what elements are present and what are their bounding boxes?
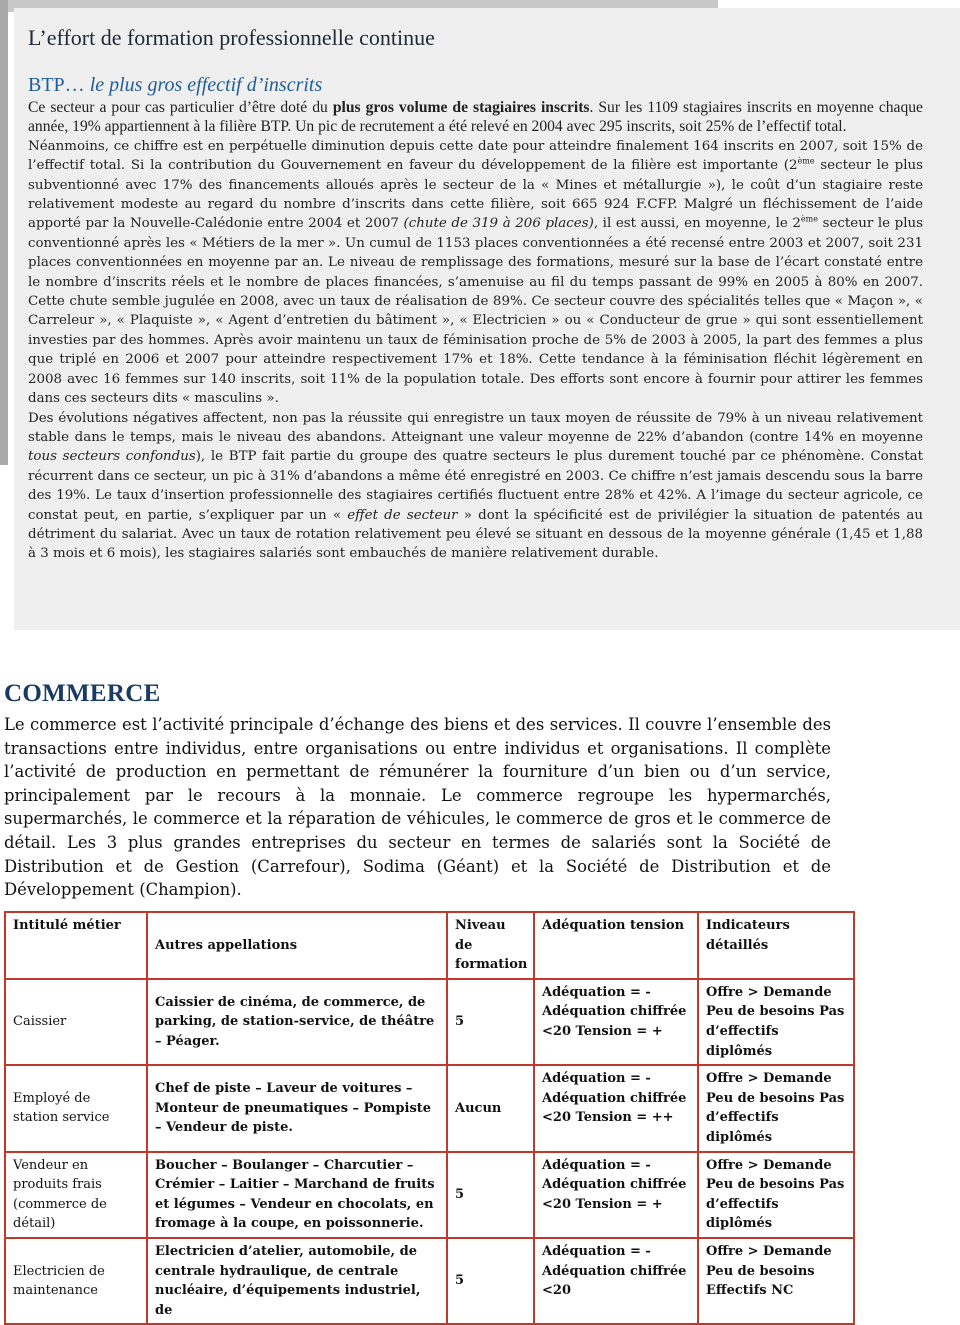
cell-niveau: 5 [447,1152,534,1238]
table-header-row [5,912,854,979]
cell-adequation: Adéquation = - Adéquation chiffrée <20 Tension = ++ [534,1065,698,1151]
p2-a: Des évolutions négatives affectent, non pas la réussite qui enregistre un taux moyen de réussite de 79% à un niveau relativement stable dans le temps, mais le niveau des abandons. Atteignant une valeur moyenne de 22% d’abandon (contre 14% en moyenne [28,410,923,445]
btp-paragraph-1 [28,98,923,137]
box-title: L’effort de formation professionnelle continue [28,25,435,50]
p1-b: plus gros volume de stagiaires inscrits [332,99,590,116]
p1-e: secteur le plus subventionné avec 17% des financements alloués après le secteur de la « Mines et métallurgie »), le coût d’un stagiaire reste relativement modeste au regard du nombre d’inscrits dans cette filière, soit 665 924 F.CFP. Malgré un fléchissement de l’aide apporté par la Nouvelle-Calédonie entre 2004 et 2007 [28,158,923,232]
p1-g: , il est aussi, en moyenne, le 2 [593,216,801,232]
p2-d: effet de secteur [347,507,458,523]
cell-adequation: Adéquation = - Adéquation chiffrée <20 [534,1238,698,1324]
p1-f: (chute de 319 à 206 places) [403,216,594,232]
cell-niveau: 5 [447,979,534,1065]
cell-indicateurs: Offre > Demande Peu de besoins Pas d’effectifs diplômés [698,979,854,1065]
btp-subtitle-rest: le plus gros effectif d’inscrits [84,74,323,96]
btp-box-content [28,18,923,564]
table-row [5,1065,854,1151]
cell-appellations: Boucher – Boulanger – Charcutier – Crémier – Laitier – Marchand de fruits et légumes – Vendeur en chocolats, en fromage à la coupe, en poissonnerie. [147,1152,447,1238]
cell-niveau: 5 [447,1238,534,1324]
table-row [5,1238,854,1324]
btp-subtitle-lead: BTP… [28,74,85,96]
btp-box [14,8,960,630]
commerce-paragraph: Le commerce est l’activité principale d’échange des biens et des services. Il couvre l’ensemble des transactions entre individus, entre organisations ou entre individus et organisations. Il complète l’activité de production en permettant de rémunérer la fourniture d’un bien ou d’un service, principalement par le recours à la monnaie. Le commerce regroupe les hypermarchés, supermarchés, le commerce et la réparation de véhicules, le commerce de gros et le commerce de détail. Les 3 plus grandes entreprises du secteur en termes de salariés sont la Société de Distribution et de Gestion (Carrefour), Sodima (Géant) et la Société de Distribution et de Développement (Champion). [4,715,831,900]
p1-sup2: ème [800,214,818,224]
header-appellations: Autres appellations [147,912,447,979]
cell-adequation: Adéquation = - Adéquation chiffrée <20 Tension = + [534,1152,698,1238]
cell-metier: Employé de station service [5,1065,147,1151]
btp-paragraph-2 [28,409,923,564]
header-indicateurs: Indicateurs détaillés [698,912,854,979]
p1-a: Ce secteur a pour cas particulier d’être doté du [28,99,333,116]
cell-indicateurs: Offre > Demande Peu de besoins Pas d’effectifs diplômés [698,1152,854,1238]
table-row [5,1152,854,1238]
cell-metier: Electricien de maintenance [5,1238,147,1324]
cell-appellations: Electricien d’atelier, automobile, de centrale hydraulique, de centrale nucléaire, d’équipements industriel, de [147,1238,447,1324]
jobs-table [4,911,855,1325]
table-row [5,979,854,1065]
cell-metier: Caissier [5,979,147,1065]
cell-niveau: Aucun [447,1065,534,1151]
cell-indicateurs: Offre > Demande Peu de besoins Effectifs NC [698,1238,854,1324]
cell-indicateurs: Offre > Demande Peu de besoins Pas d’effectifs diplômés [698,1065,854,1151]
btp-paragraph-1-cont [28,137,923,409]
header-metier: Intitulé métier [5,912,147,979]
p2-b: tous secteurs confondus [28,449,196,465]
p1-h: secteur le plus conventionné après les « Métiers de la mer ». Un cumul de 1153 places conventionnées a été recensé entre 2003 et 2007, soit 231 places conventionnées en moyenne par an. Le niveau de remplissage des formations, mesuré sur la base de l’écart constaté entre le nombre d’inscrits réels et le nombre de places financées, s’amenuise au fil du temps passant de 99% en 2005 à 80% en 2007. Cette chute semble jugulée en 2008, avec un taux de réalisation de 89%. Ce secteur couvre des spécialités telles que « Maçon », « Carreleur », « Plaquiste », « Agent d’entretien du bâtiment », « Electricien » ou « Conducteur de grue » qui sont essentiellement investies par des hommes. Après avoir maintenu un taux de féminisation proche de 5% de 2003 à 2005, la part des femmes a plus que triplé en 2006 et 2007 pour atteindre respectivement 17% et 18%. Cette tendance à la féminisation fléchit légèrement en 2008 avec 16 femmes sur 140 inscrits, soit 11% de la population totale. Des efforts sont encore à fournir pour attirer les femmes dans ces secteurs dits « masculins ». [28,216,923,407]
box-shadow-left [0,0,8,465]
p1-sup: ème [797,156,815,166]
cell-metier: Vendeur en produits frais (commerce de détail) [5,1152,147,1238]
cell-adequation: Adéquation = - Adéquation chiffrée <20 Tension = + [534,979,698,1065]
cell-appellations: Chef de piste – Laveur de voitures – Monteur de pneumatiques – Pompiste – Vendeur de piste. [147,1065,447,1151]
p2-c: ), le BTP fait partie du groupe des quatre secteurs le plus durement touché par ce phénomène. Constat récurrent dans ce secteur, un pic à 31% d’abandons a même été enregistré en 2003. Ce chiffre n’est jamais descendu sous la barre des 19%. Le taux d’insertion professionnelle des stagiaires certifiés fluctuent entre 28% et 42%. A l’image du secteur agricole, ce constat peut, en partie, s’expliquer par un « [28,449,923,523]
p2-e: » dont la spécificité est de privilégier la situation de patentés au détriment du salariat. Avec un taux de rotation relativement peu élevé se situant en dessous de la moyenne générale (1,45 et 1,88 à 3 mois et 6 mois), les stagiaires salariés sont embauchés de manière relativement durable. [28,507,923,562]
header-niveau: Niveau de formation [447,912,534,979]
btp-subtitle [28,72,923,98]
cell-appellations: Caissier de cinéma, de commerce, de parking, de station-service, de théâtre – Péager. [147,979,447,1065]
p1-d: Néanmoins, ce chiffre est en perpétuelle diminution depuis cette date pour atteindre finalement 164 inscrits en 2007, soit 15% de l’effectif total. Si la contribution du Gouvernement en faveur du développement de la filière est importante (2 [28,138,923,174]
commerce-title: COMMERCE [4,680,161,707]
p1-c: . Sur les 1109 stagiaires inscrits en moyenne chaque année, 19% appartiennent à la filière BTP. Un pic de recrutement a été relevé en 2004 avec 295 inscrits, soit 25% de l’effectif total. [28,99,923,136]
header-adequation: Adéquation tension [534,912,698,979]
